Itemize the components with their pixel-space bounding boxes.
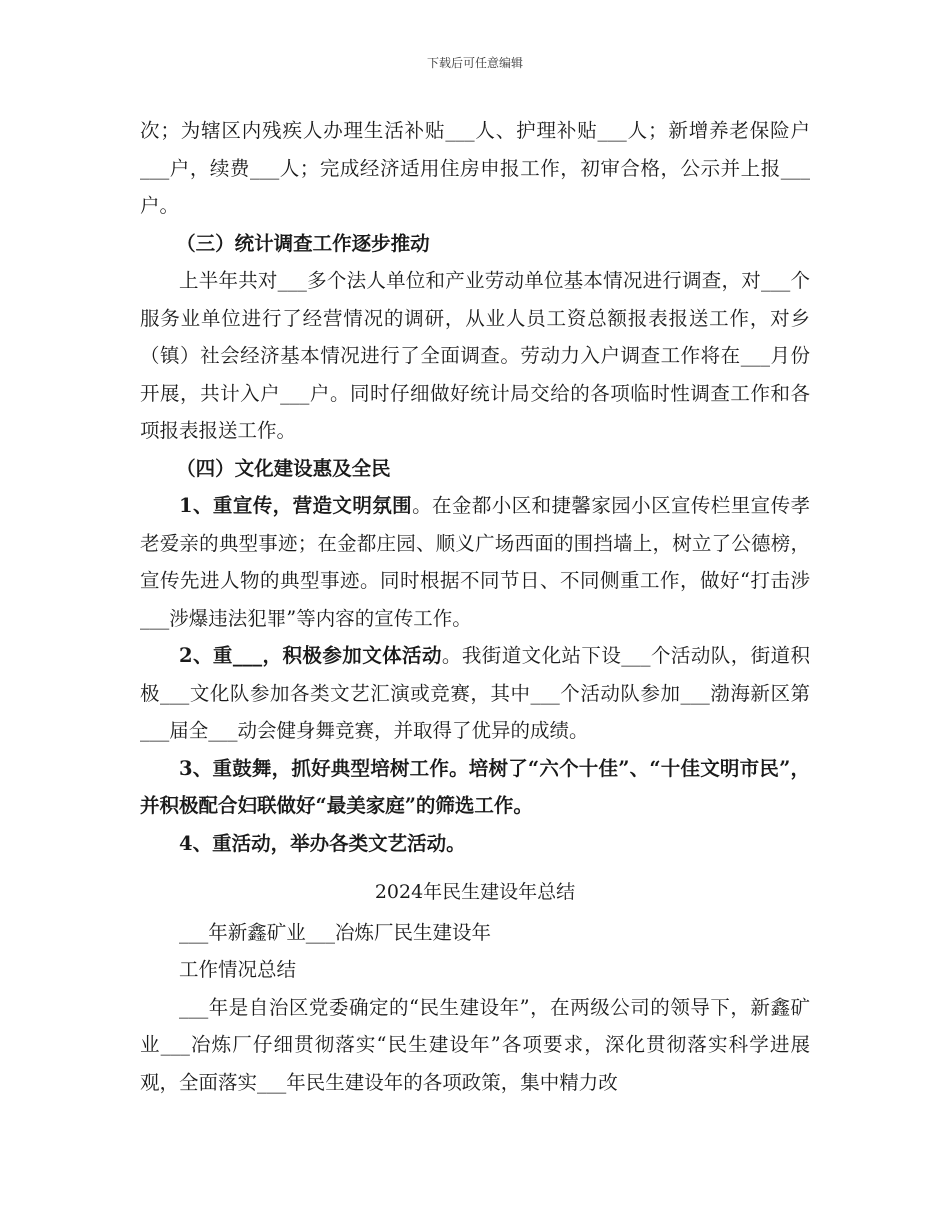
paragraph-item-3: 3、重鼓舞，抓好典型培树工作。培树了“六个十佳”、“十佳文明市民”，并积极配合妇联做好“最美家庭”的筛选工作。 <box>140 756 810 817</box>
item-1-body: 。在金都小区和捷馨家园小区宣传栏里宣传孝老爱亲的典型事迹；在金都庄园、顺义广场西面的围挡墙上，树立了公德榜，宣传先进人物的典型事迹。同时根据不同节日、不同侧重工作，做好“打击涉___涉爆违法犯罪”等内容的宣传工作。 <box>140 494 810 630</box>
section-heading-4: （四）文化建设惠及全民 <box>176 456 391 480</box>
document-body <box>140 112 810 1101</box>
item-2-body: 。我街道文化站下设___个活动队，街道积极___文化队参加各类文艺汇演或竞赛，其中___个活动队参加___渤海新区第___届全___动会健身舞竞赛，并取得了优异的成绩。 <box>140 644 810 742</box>
paragraph-item-1 <box>140 487 810 637</box>
summary-subtitle-line-2: 工作情况总结 <box>179 958 297 981</box>
paragraph-item-2 <box>140 637 810 750</box>
item-2-lead: 2、重___，积极参加文体活动 <box>179 644 442 667</box>
section-heading-3: （三）统计调查工作逐步推动 <box>176 231 430 255</box>
paragraph-continuation: 次；为辖区内残疾人办理生活补贴___人、护理补贴___人；新增养老保险户___户，续费___人；完成经济适用住房申报工作，初审合格，公示并上报___户。 <box>140 119 810 217</box>
page-header: 下载后可任意编辑 <box>426 56 523 70</box>
summary-title: 2024年民生建设年总结 <box>374 881 576 903</box>
paragraph-statistics: 上半年共对___多个法人单位和产业劳动单位基本情况进行调查，对___个服务业单位进行了经营情况的调研，从业人员工资总额报表报送工作，对乡（镇）社会经济基本情况进行了全面调查。劳动力入户调查工作将在___月份开展，共计入户___户。同时仔细做好统计局交给的各项临时性调查工作和各项报表报送工作。 <box>140 269 810 442</box>
summary-paragraph: ___年是自治区党委确定的“民生建设年”，在两级公司的领导下，新鑫矿业___冶炼厂仔细贯彻落实“民生建设年”各项要求，深化贯彻落实科学进展观，全面落实___年民生建设年的各项政策，集中精力改 <box>140 995 810 1094</box>
item-1-lead: 1、重宣传，营造文明氛围 <box>179 494 413 517</box>
summary-subtitle-line-1: ___年新鑫矿业___冶炼厂民生建设年 <box>179 920 492 944</box>
paragraph-item-4: 4、重活动，举办各类文艺活动。 <box>179 831 466 855</box>
